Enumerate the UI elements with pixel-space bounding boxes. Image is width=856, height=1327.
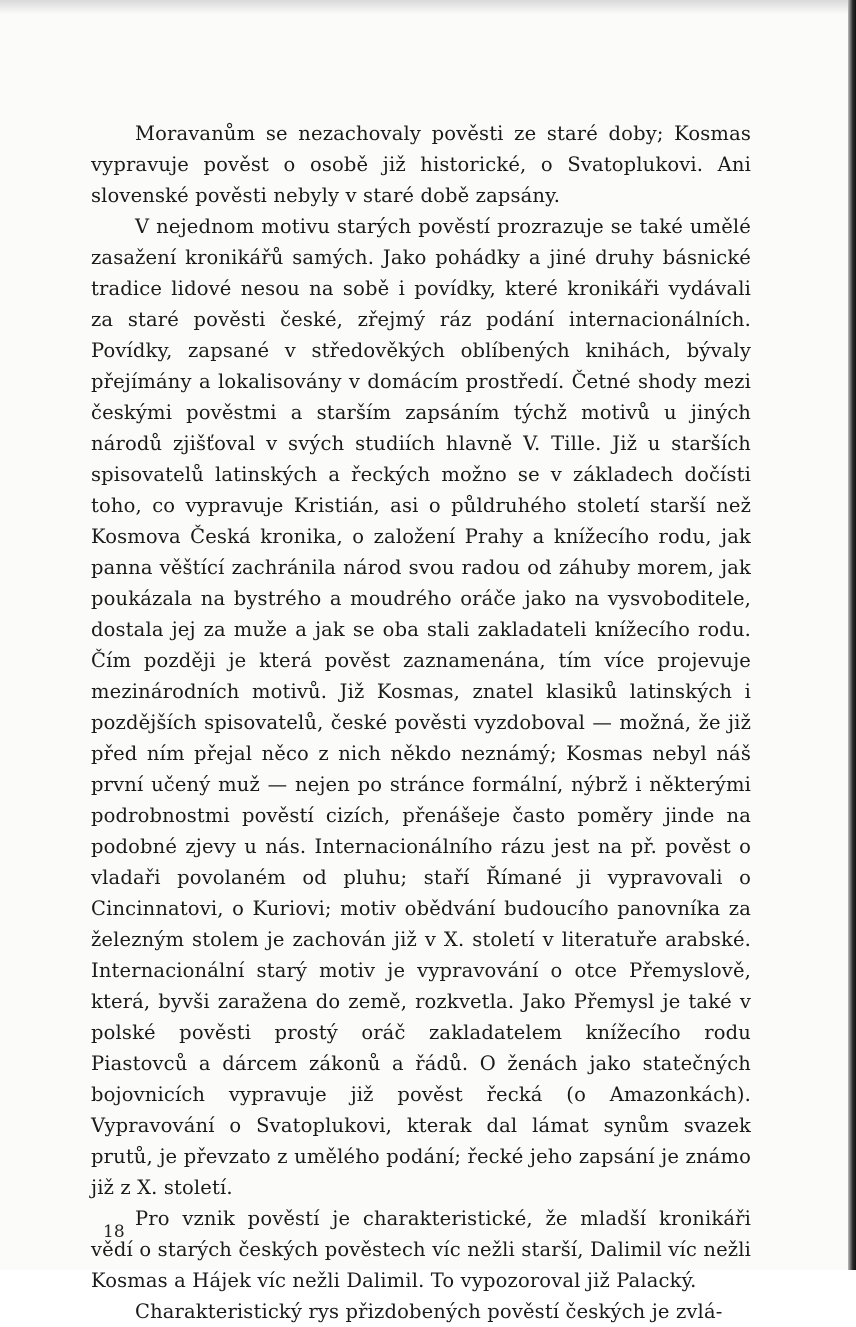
page-binding-edge [848,0,856,1270]
paragraph: Charakteristický rys přizdobených pověstí českých je zvlá- [135,1300,723,1323]
paragraph: V nejednom motivu starých pověstí prozrazuje se také umělé zasažení kronikářů samých. Jako pohádky a jiné druhy básnické tradice lidové nesou na sobě i povídky, které kronikáři vydávali za staré pověsti české, zřejmý ráz podání internacionálních. Povídky, zapsané v středověkých oblíbených knihách, bývaly přejímány a lokalisovány v domácím prostředí. Četné shody mezi českými pověstmi a starším zapsáním týchž motivů u jiných národů zjišťoval v svých studiích hlavně V. Tille. Již u starších spisovatelů latinských a řeckých možno se v základech dočísti toho, co vypravuje Kristián, asi o půldruhého století starší než Kosmova Česká kronika, o založení Prahy a knížecího rodu, jak panna věštící zachránila národ svou radou od záhuby morem, jak poukázala na bystrého a moudrého oráče jako na vysvoboditele, dostala jej za muže a jak se oba stali zakladateli knížecího rodu. Čím později je která pověst zaznamenána, tím více projevuje mezinárodních motivů. Již Kosmas, znatel klasiků latinských i pozdějších spisovatelů, české pověsti vyzdoboval — možná, že již před ním přejal něco z nich někdo neznámý; Kosmas nebyl náš první učený muž — nejen po stránce formální, nýbrž i některými podrobnostmi pověstí cizích, přenášeje často poměry jinde na podobné zjevy u nás. Internacionálního rázu jest na př. pověst o vladaři povolaném od pluhu; staří Římané ji vypravovali o Cincinnatovi, o Kuriovi; motiv obědvání budoucího panovníka za železným stolem je zachován již v X. století v literatuře arabské. Internacionální starý motiv je vypravování o otce Přemyslově, která, byvši zaražena do země, rozkvetla. Jako Přemysl je také v polské pověsti prostý oráč zakladatelem knížecího rodu Piastovců a dárcem zákonů a řádů. O ženách jako statečných bojovnicích vypravuje již pověst řecká (o Amazonkách). Vypravování o Svatoplukovi, kterak dal lámat synům svazek prutů, je převzato z umělého podání; řecké jeho zapsání je známo již z X. století. [91,215,751,1199]
body-text [91,118,751,1327]
scan-top-shadow [0,0,856,14]
paragraph: Pro vznik pověstí je charakteristické, že mladší kronikáři vědí o starých českých pověstech víc nežli starší, Dalimil víc nežli Kosmas a Hájek víc nežli Dalimil. To vypozoroval již Palacký. [91,1207,751,1292]
page-number: 18 [103,1222,125,1242]
paragraph: Moravanům se nezachovaly pověsti ze staré doby; Kosmas vypravuje pověst o osobě již historické, o Svatoplukovi. Ani slovenské pověsti nebyly v staré době zapsány. [91,122,751,207]
